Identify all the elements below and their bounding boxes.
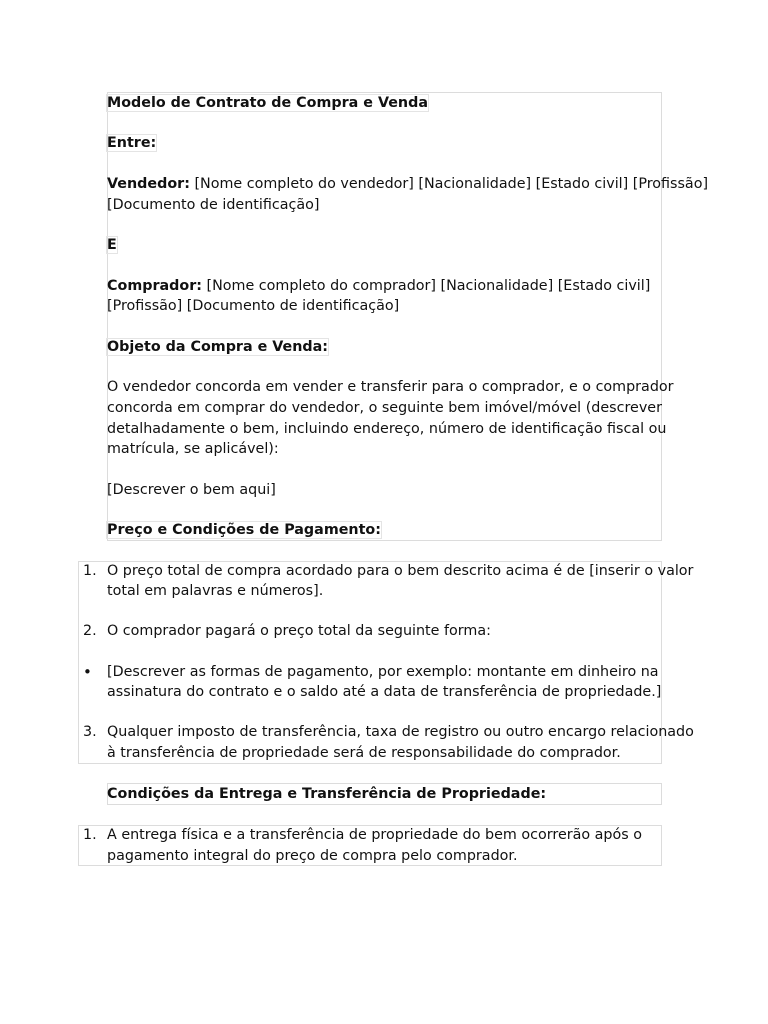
list-item-text: A entrega física e a transferência de propriedade do bem ocorrerão após o: [107, 827, 642, 843]
comprador-details: [Nome completo do comprador] [Nacionalidade] [Estado civil]: [206, 278, 651, 294]
e-label: E: [107, 237, 117, 253]
list-item-text: Qualquer imposto de transferência, taxa de registro ou outro encargo relacionado: [107, 724, 694, 740]
entre-label: Entre:: [107, 135, 157, 151]
list-item-text: total em palavras e números].: [107, 583, 324, 599]
vendedor-line-1: [107, 174, 708, 195]
bullet-icon: •: [83, 663, 92, 681]
bullet-item-text: assinatura do contrato e o saldo até a data de transferência de propriedade.]: [107, 684, 662, 700]
preco-heading: Preço e Condições de Pagamento:: [107, 522, 381, 538]
vendedor-line-2: [Documento de identificação]: [107, 197, 320, 213]
objeto-paragraph-line: matrícula, se aplicável):: [107, 441, 279, 457]
bullet-item-text: [Descrever as formas de pagamento, por exemplo: montante em dinheiro na: [107, 664, 659, 680]
list-item-text: à transferência de propriedade será de responsabilidade do comprador.: [107, 745, 621, 761]
objeto-placeholder: [Descrever o bem aqui]: [107, 482, 276, 498]
objeto-paragraph-line: concorda em comprar do vendedor, o seguinte bem imóvel/móvel (descrever: [107, 400, 662, 416]
objeto-paragraph-line: detalhadamente o bem, incluindo endereço, número de identificação fiscal ou: [107, 421, 667, 437]
comprador-label: Comprador:: [107, 278, 202, 294]
comprador-line-1: [107, 276, 650, 297]
document-title: Modelo de Contrato de Compra e Venda: [107, 95, 428, 111]
objeto-heading: Objeto da Compra e Venda:: [107, 339, 329, 355]
list-number: 2.: [83, 623, 97, 639]
list-number: 1.: [83, 827, 97, 843]
list-item-text: O comprador pagará o preço total da seguinte forma:: [107, 623, 491, 639]
entrega-heading: Condições da Entrega e Transferência de Propriedade:: [107, 786, 547, 802]
vendedor-label: Vendedor:: [107, 176, 190, 192]
comprador-line-2: [Profissão] [Documento de identificação]: [107, 298, 400, 314]
list-number: 3.: [83, 724, 97, 740]
list-number: 1.: [83, 563, 97, 579]
vendedor-details: [Nome completo do vendedor] [Nacionalidade] [Estado civil] [Profissão]: [194, 176, 709, 192]
list-item-text: O preço total de compra acordado para o bem descrito acima é de [inserir o valor: [107, 563, 694, 579]
objeto-paragraph-line: O vendedor concorda em vender e transferir para o comprador, e o comprador: [107, 379, 674, 395]
list-item-text: pagamento integral do preço de compra pelo comprador.: [107, 848, 518, 864]
